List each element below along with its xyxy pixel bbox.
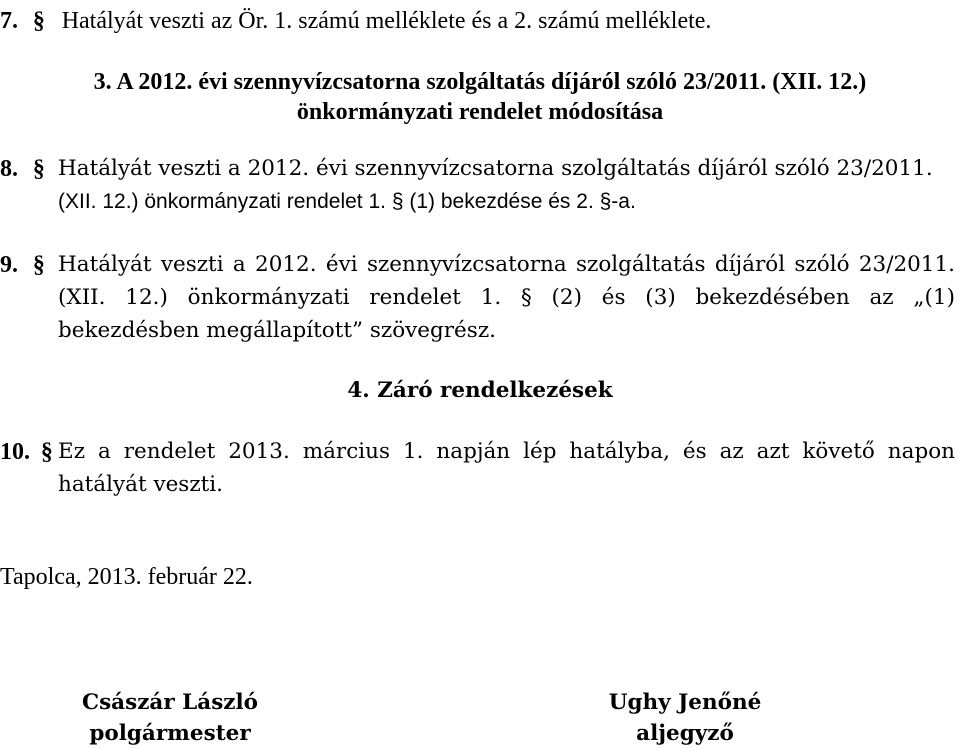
item-9-head <box>0 253 45 277</box>
heading-3-line-2: önkormányzati rendelet módosítása <box>296 99 664 125</box>
signatory-title: polgármester <box>89 720 251 746</box>
item-10-line-2: hatályát veszti. <box>58 472 224 497</box>
item-8-line-1: Hatályát veszti a 2012. évi szennyvízcsatorna szolgáltatás díjáról szóló 23/2011. <box>58 156 933 181</box>
item-10-number: 10. <box>0 439 30 465</box>
signature-block-mayor <box>70 688 270 749</box>
item-9-number: 9. <box>0 252 18 278</box>
item-10-line-1: Ez a rendelet 2013. március 1. napján lép hatályba, és az azt követő napon <box>58 439 955 464</box>
section-sign: § <box>40 439 53 465</box>
item-8-line-2: (XII. 12.) önkormányzati rendelet 1. § (1) bekezdése és 2. §-a. <box>58 190 636 213</box>
item-8-number: 8. <box>0 156 18 182</box>
item-7-number: 7. <box>0 8 18 34</box>
heading-4: 4. Záró rendelkezések <box>347 378 613 403</box>
item-10-head <box>0 440 53 464</box>
section-sign: § <box>32 156 45 182</box>
item-9-line-1: Hatályát veszti a 2012. évi szennyvízcsatorna szolgáltatás díjáról szóló 23/2011. <box>58 252 955 277</box>
item-9-line-3: bekezdésben megállapított” szövegrész. <box>58 318 496 343</box>
item-7-text: Hatályát veszti az Ör. 1. számú melléklete és a 2. számú melléklete. <box>61 8 712 34</box>
item-8-head <box>0 157 45 181</box>
place-date: Tapolca, 2013. február 22. <box>0 564 253 590</box>
signatory-name: Császár László <box>81 690 259 715</box>
section-sign: § <box>32 8 45 34</box>
signature-block-notary <box>585 688 785 749</box>
item-7 <box>0 9 711 33</box>
section-sign: § <box>32 252 45 278</box>
signatory-name: Ughy Jenőné <box>608 690 762 715</box>
item-9-line-2: (XII. 12.) önkormányzati rendelet 1. § (2) és (3) bekezdésében az „(1) <box>58 285 955 310</box>
heading-3-line-1: 3. A 2012. évi szennyvízcsatorna szolgáltatás díjáról szóló 23/2011. (XII. 12.) <box>93 69 867 95</box>
signatory-title: aljegyző <box>636 720 734 746</box>
